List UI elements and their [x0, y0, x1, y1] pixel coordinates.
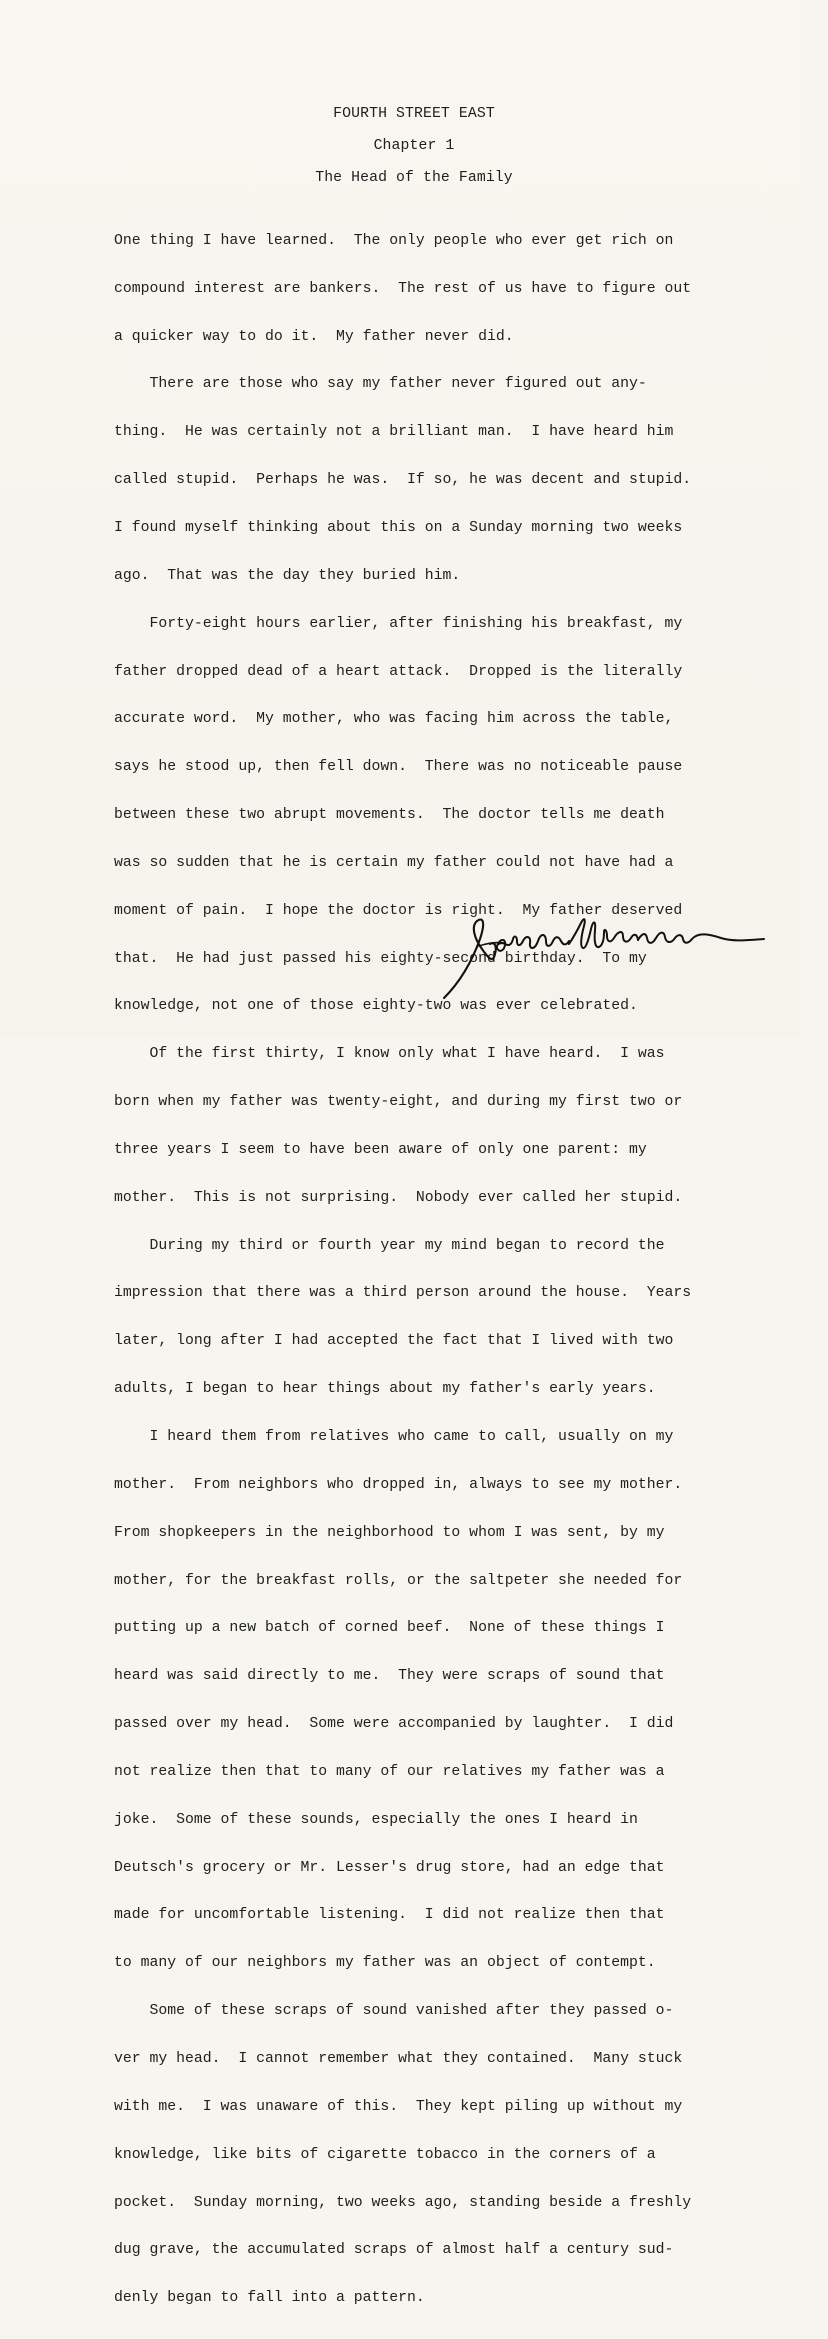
- text-line: says he stood up, then fell down. There was no noticeable pause: [114, 759, 683, 776]
- text-line: Of the first thirty, I know only what I have heard. I was: [114, 1046, 665, 1063]
- text-line: pocket. Sunday morning, two weeks ago, standing beside a freshly: [114, 2194, 692, 2211]
- manuscript-body: [114, 202, 754, 2339]
- text-line: mother, for the breakfast rolls, or the saltpeter she needed for: [114, 1572, 683, 1589]
- text-line: Deutsch's grocery or Mr. Lesser's drug store, had an edge that: [114, 1859, 665, 1876]
- text-line: knowledge, like bits of cigarette tobacco in the corners of a: [114, 2146, 656, 2163]
- text-line: a quicker way to do it. My father never did.: [114, 328, 514, 345]
- chapter-heading: Chapter 1: [373, 138, 455, 154]
- text-line: Forty-eight hours earlier, after finishing his breakfast, my: [114, 615, 683, 632]
- text-line: I found myself thinking about this on a Sunday morning two weeks: [114, 519, 683, 536]
- text-line: was so sudden that he is certain my father could not have had a: [114, 854, 674, 871]
- text-line: father dropped dead of a heart attack. Dropped is the literally: [114, 663, 683, 680]
- text-line: dug grave, the accumulated scraps of almost half a century sud-: [114, 2242, 674, 2259]
- text-line: impression that there was a third person around the house. Years: [114, 1285, 692, 1302]
- text-line: joke. Some of these sounds, especially the ones I heard in: [114, 1811, 638, 1828]
- text-line: accurate word. My mother, who was facing him across the table,: [114, 711, 674, 728]
- book-title: FOURTH STREET EAST: [333, 106, 495, 122]
- chapter-title: The Head of the Family: [315, 170, 513, 186]
- text-line: During my third or fourth year my mind began to record the: [114, 1237, 665, 1254]
- text-line: I heard them from relatives who came to call, usually on my: [114, 1429, 674, 1445]
- handwritten-signature: [440, 910, 770, 1005]
- text-line: three years I seem to have been aware of only one parent: my: [114, 1141, 647, 1158]
- text-line: ago. That was the day they buried him.: [114, 567, 461, 584]
- text-line: Some of these scraps of sound vanished after they passed o-: [114, 2003, 674, 2020]
- text-line: denly began to fall into a pattern.: [114, 2290, 425, 2307]
- text-line: born when my father was twenty-eight, and during my first two or: [114, 1094, 683, 1111]
- text-line: moment of pain. I hope the doctor is right. My father deserved: [114, 902, 683, 919]
- text-line: knowledge, not one of those eighty-two was ever celebrated.: [114, 998, 638, 1015]
- text-line: putting up a new batch of corned beef. None of these things I: [114, 1620, 665, 1637]
- text-line: One thing I have learned. The only people who ever get rich on: [114, 232, 674, 249]
- text-line: thing. He was certainly not a brilliant man. I have heard him: [114, 424, 674, 441]
- text-line: later, long after I had accepted the fact that I lived with two: [114, 1333, 674, 1350]
- text-line: adults, I began to hear things about my father's early years.: [114, 1381, 656, 1398]
- text-line: with me. I was unaware of this. They kept piling up without my: [114, 2098, 683, 2115]
- text-line: There are those who say my father never figured out any-: [114, 376, 647, 393]
- text-line: that. He had just passed his eighty-second birthday. To my: [114, 950, 647, 967]
- text-line: made for uncomfortable listening. I did not realize then that: [114, 1907, 665, 1924]
- text-line: compound interest are bankers. The rest of us have to figure out: [114, 280, 692, 297]
- text-line: mother. This is not surprising. Nobody ever called her stupid.: [114, 1189, 683, 1206]
- text-line: called stupid. Perhaps he was. If so, he was decent and stupid.: [114, 472, 692, 489]
- text-line: heard was said directly to me. They were scraps of sound that: [114, 1668, 665, 1685]
- text-line: to many of our neighbors my father was an object of contempt.: [114, 1955, 656, 1972]
- text-line: mother. From neighbors who dropped in, always to see my mother.: [114, 1476, 683, 1493]
- text-line: passed over my head. Some were accompanied by laughter. I did: [114, 1716, 674, 1733]
- text-line: From shopkeepers in the neighborhood to whom I was sent, by my: [114, 1524, 665, 1541]
- text-line: ver my head. I cannot remember what they contained. Many stuck: [114, 2050, 683, 2067]
- text-line: between these two abrupt movements. The doctor tells me death: [114, 807, 665, 824]
- text-line: not realize then that to many of our relatives my father was a: [114, 1763, 665, 1780]
